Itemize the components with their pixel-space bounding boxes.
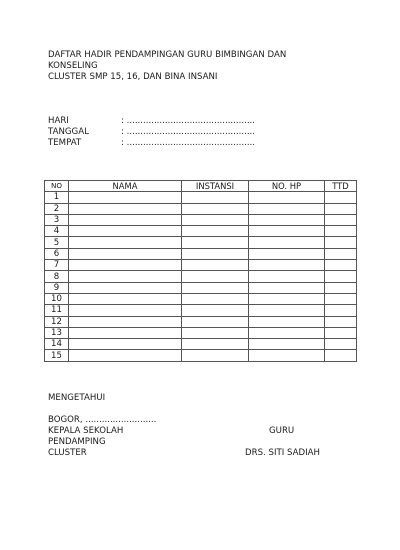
ttd-cell bbox=[325, 226, 357, 237]
field-label: TEMPAT bbox=[48, 138, 82, 148]
row-number: 13 bbox=[45, 327, 69, 338]
table-row bbox=[45, 327, 357, 338]
nama-cell bbox=[69, 237, 182, 248]
header-nama: NAMA bbox=[69, 181, 182, 192]
blank-line bbox=[48, 404, 358, 415]
ttd-cell bbox=[325, 293, 357, 304]
field-value: : ............................................... bbox=[121, 127, 256, 137]
title-line-2: KONSELING bbox=[48, 61, 98, 71]
no-hp-cell bbox=[249, 282, 325, 293]
ttd-cell bbox=[325, 271, 357, 282]
row-number: 6 bbox=[45, 248, 69, 259]
row-number: 14 bbox=[45, 339, 69, 350]
ttd-cell bbox=[325, 203, 357, 214]
row-number: 5 bbox=[45, 237, 69, 248]
signature-block bbox=[48, 393, 358, 459]
no-hp-cell bbox=[249, 203, 325, 214]
field-label: TANGGAL bbox=[48, 127, 89, 137]
nama-cell bbox=[69, 316, 182, 327]
row-number: 12 bbox=[45, 316, 69, 327]
ttd-cell bbox=[325, 305, 357, 316]
nama-cell bbox=[69, 248, 182, 259]
table-row bbox=[45, 305, 357, 316]
attendance-table bbox=[44, 180, 357, 362]
table-row bbox=[45, 248, 357, 259]
no-hp-cell bbox=[249, 339, 325, 350]
instansi-cell bbox=[182, 248, 249, 259]
no-hp-cell bbox=[249, 192, 325, 203]
ttd-cell bbox=[325, 214, 357, 225]
signature-names bbox=[48, 448, 358, 459]
no-hp-cell bbox=[249, 271, 325, 282]
field-label: HARI bbox=[48, 116, 69, 126]
nama-cell bbox=[69, 192, 182, 203]
row-number: 15 bbox=[45, 350, 69, 361]
nama-cell bbox=[69, 350, 182, 361]
no-hp-cell bbox=[249, 327, 325, 338]
table-row bbox=[45, 282, 357, 293]
table-row bbox=[45, 350, 357, 361]
instansi-cell bbox=[182, 316, 249, 327]
no-hp-cell bbox=[249, 237, 325, 248]
no-hp-cell bbox=[249, 226, 325, 237]
right-signatory-title: GURU bbox=[269, 426, 295, 436]
nama-cell bbox=[69, 339, 182, 350]
instansi-cell bbox=[182, 327, 249, 338]
instansi-cell bbox=[182, 203, 249, 214]
ttd-cell bbox=[325, 237, 357, 248]
row-number: 7 bbox=[45, 260, 69, 271]
row-number: 9 bbox=[45, 282, 69, 293]
row-number: 1 bbox=[45, 192, 69, 203]
row-number: 11 bbox=[45, 305, 69, 316]
ttd-cell bbox=[325, 350, 357, 361]
instansi-cell bbox=[182, 237, 249, 248]
table-row bbox=[45, 192, 357, 203]
nama-cell bbox=[69, 271, 182, 282]
no-hp-cell bbox=[249, 214, 325, 225]
instansi-cell bbox=[182, 339, 249, 350]
ttd-cell bbox=[325, 260, 357, 271]
table-row bbox=[45, 316, 357, 327]
place-date: BOGOR, .......................... bbox=[48, 415, 157, 425]
instansi-cell bbox=[182, 192, 249, 203]
instansi-cell bbox=[182, 305, 249, 316]
ttd-cell bbox=[325, 339, 357, 350]
mengetahui-label: MENGETAHUI bbox=[48, 393, 106, 403]
table-row bbox=[45, 260, 357, 271]
table-row bbox=[45, 271, 357, 282]
row-number: 10 bbox=[45, 293, 69, 304]
document-title bbox=[48, 50, 328, 83]
ttd-cell bbox=[325, 192, 357, 203]
left-signatory-title: KEPALA SEKOLAH bbox=[48, 426, 124, 436]
header-ttd: TTD bbox=[325, 181, 357, 192]
nama-cell bbox=[69, 305, 182, 316]
nama-cell bbox=[69, 203, 182, 214]
field-value: : ............................................... bbox=[121, 116, 256, 126]
left-title-line-3: CLUSTER bbox=[48, 448, 87, 458]
title-line-3: CLUSTER SMP 15, 16, DAN BINA INSANI bbox=[48, 72, 218, 82]
instansi-cell bbox=[182, 293, 249, 304]
table-row bbox=[45, 293, 357, 304]
instansi-cell bbox=[182, 260, 249, 271]
no-hp-cell bbox=[249, 350, 325, 361]
nama-cell bbox=[69, 226, 182, 237]
instansi-cell bbox=[182, 226, 249, 237]
table-header-row bbox=[45, 181, 357, 192]
table-row bbox=[45, 226, 357, 237]
nama-cell bbox=[69, 282, 182, 293]
row-number: 4 bbox=[45, 226, 69, 237]
table-row bbox=[45, 214, 357, 225]
nama-cell bbox=[69, 327, 182, 338]
table-row bbox=[45, 203, 357, 214]
no-hp-cell bbox=[249, 293, 325, 304]
table-row bbox=[45, 339, 357, 350]
signature-titles bbox=[48, 426, 358, 437]
nama-cell bbox=[69, 293, 182, 304]
row-number: 2 bbox=[45, 203, 69, 214]
instansi-cell bbox=[182, 271, 249, 282]
row-number: 8 bbox=[45, 271, 69, 282]
instansi-cell bbox=[182, 214, 249, 225]
ttd-cell bbox=[325, 327, 357, 338]
left-title-line-2: PENDAMPING bbox=[48, 437, 106, 447]
no-hp-cell bbox=[249, 316, 325, 327]
no-hp-cell bbox=[249, 248, 325, 259]
header-no: NO bbox=[45, 181, 69, 192]
instansi-cell bbox=[182, 282, 249, 293]
ttd-cell bbox=[325, 248, 357, 259]
table-row bbox=[45, 237, 357, 248]
instansi-cell bbox=[182, 350, 249, 361]
field-value: : ............................................... bbox=[121, 138, 256, 148]
ttd-cell bbox=[325, 282, 357, 293]
header-no-hp: NO. HP bbox=[249, 181, 325, 192]
ttd-cell bbox=[325, 316, 357, 327]
nama-cell bbox=[69, 214, 182, 225]
right-signatory-name: DRS. SITI SADIAH bbox=[245, 448, 320, 458]
no-hp-cell bbox=[249, 305, 325, 316]
title-line-1: DAFTAR HADIR PENDAMPINGAN GURU BIMBINGAN DAN bbox=[48, 50, 287, 60]
no-hp-cell bbox=[249, 260, 325, 271]
nama-cell bbox=[69, 260, 182, 271]
row-number: 3 bbox=[45, 214, 69, 225]
header-instansi: INSTANSI bbox=[182, 181, 249, 192]
